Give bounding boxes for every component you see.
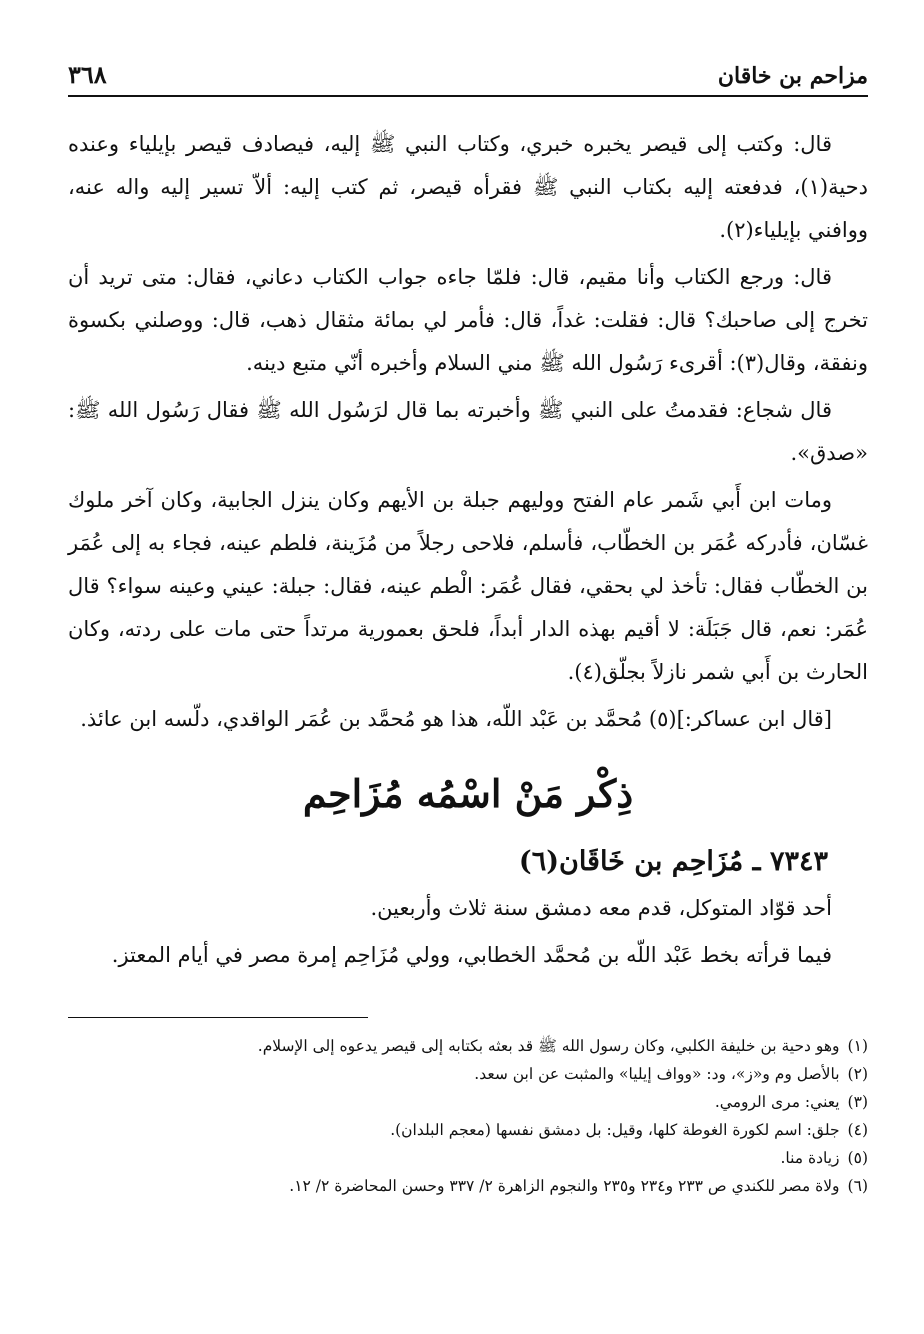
footnote-text: جلق: اسم لكورة الغوطة كلها، وقيل: بل دمشق نفسها (معجم البلدان). xyxy=(390,1121,840,1139)
footnote-number: (١) xyxy=(847,1037,868,1055)
entry-line-2: فيما قرأته بخط عَبْد اللّه بن مُحمَّد الخطابي، وولي مُزَاحِم إمرة مصر في أيام المعتز. xyxy=(111,943,832,967)
book-page xyxy=(68,60,868,1200)
footnote-separator xyxy=(68,1017,368,1018)
section-title: ذِكْر مَنْ اسْمُه مُزَاحِم xyxy=(302,771,634,816)
paragraph-2: قال: ورجع الكتاب وأنا مقيم، قال: فلمّا جاءه جواب الكتاب دعاني، فقال: متى تريد أن تخرج إلى صاحبك؟ قال: فقلت: غداً، قال: فأمر لي بمائة مثقال ذهب، قال: ووصلني بكسوة ونفقة، وقال(٣): أقرىء رَسُول الله ﷺ مني السلام وأخبره أنّي متبع دينه. xyxy=(68,265,868,375)
footnote xyxy=(68,1088,868,1116)
paragraph-3: قال شجاع: فقدمتُ على النبي ﷺ وأخبرته بما قال لرَسُول الله ﷺ فقال رَسُول الله ﷺ: «صدق». xyxy=(68,398,868,465)
paragraph-1: قال: وكتب إلى قيصر يخبره خبري، وكتاب النبي ﷺ إليه، فيصادف قيصر بإيلياء وعنده دحية(١)، فدفعته إليه بكتاب النبي ﷺ فقرأه قيصر، ثم كتب إليه: ألاّ تسير إليه واله عنه، ووافني بإيلياء(٢). xyxy=(68,132,868,242)
entry-line-1: أحد قوّاد المتوكل، قدم معه دمشق سنة ثلاث وأربعين. xyxy=(370,896,832,920)
running-title: مزاحم بن خاقان xyxy=(717,63,868,89)
footnote-text: يعني: مرى الرومي. xyxy=(714,1093,840,1111)
paragraph-5: [قال ابن عساكر:](٥) مُحمَّد بن عَبْد اللّه، هذا هو مُحمَّد بن عُمَر الواقدي، دلّسه ابن عائذ. xyxy=(80,707,832,731)
footnote-number: (٤) xyxy=(847,1121,868,1139)
footnote-text: وهو دحية بن خليفة الكلبي، وكان رسول الله ﷺ قد بعثه بكتابه إلى قيصر يدعوه إلى الإسلام. xyxy=(257,1037,840,1055)
footnote-number: (٢) xyxy=(847,1065,868,1083)
entry-title: ٧٣٤٣ ـ مُزَاحِم بن خَاقَان(٦) xyxy=(518,846,828,877)
main-text xyxy=(68,123,868,977)
footnote xyxy=(68,1032,868,1060)
footnote-number: (٦) xyxy=(847,1177,868,1195)
running-header xyxy=(68,60,868,97)
footnote-text: ولاة مصر للكندي ص ٢٣٣ و٢٣٤ و٢٣٥ والنجوم الزاهرة ٢/ ٣٣٧ وحسن المحاضرة ٢/ ١٢. xyxy=(289,1177,840,1195)
footnote xyxy=(68,1144,868,1172)
page-number: ٣٦٨ xyxy=(68,60,107,89)
footnote xyxy=(68,1116,868,1144)
footnote-text: زيادة منا. xyxy=(780,1149,840,1167)
footnote-number: (٣) xyxy=(847,1093,868,1111)
footnote xyxy=(68,1060,868,1088)
footnote-number: (٥) xyxy=(847,1149,868,1167)
footnote xyxy=(68,1172,868,1200)
footnotes xyxy=(68,1032,868,1200)
footnote-text: بالأصل وم و«ز»، ود: «وواف إيليا» والمثبت عن ابن سعد. xyxy=(474,1065,840,1083)
paragraph-4: ومات ابن أَبي شَمر عام الفتح ووليهم جبلة بن الأيهم وكان ينزل الجابية، وكان آخر ملوك غسّان، فأدركه عُمَر بن الخطّاب، فأسلم، فلاحى رجلاً من مُزَينة، فلطم عينه، فجاء به إلى عُمَر بن الخطّاب فقال: تأخذ لي بحقي، فقال عُمَر: الْطم عينه، فقال: جبلة: عيني وعينه سواء؟ قال عُمَر: نعم، قال جَبَلَة: لا أقيم بهذه الدار أبداً، فلحق بعمورية مرتداً حتى مات على ردته، وكان الحارث بن أَبي شمر نازلاً بجلّق(٤). xyxy=(68,488,868,684)
